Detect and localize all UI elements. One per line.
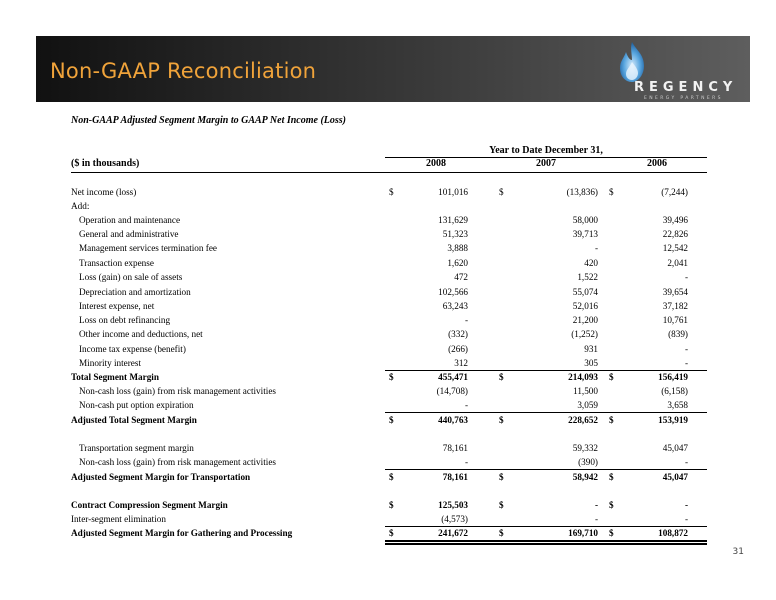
total-rule	[495, 412, 617, 413]
total-rule	[385, 469, 507, 470]
cell-value-2006: -	[684, 457, 688, 467]
cell-value-2007: 3,059	[577, 400, 598, 410]
column-header-2008: 2008	[426, 158, 446, 169]
cell-value-2006: 22,826	[662, 229, 688, 239]
cell-value-2006: 153,919	[658, 415, 688, 425]
cell-value-2006: 45,047	[662, 472, 688, 482]
cell-value-2006: 156,419	[658, 372, 688, 382]
cell-value-2006: 39,496	[662, 215, 688, 225]
cell-value-2008: 51,323	[442, 229, 468, 239]
cell-value-2007: -	[594, 243, 598, 253]
cell-value-2006: -	[684, 514, 688, 524]
cell-value-2008: 78,161	[442, 472, 468, 482]
total-rule	[606, 370, 707, 371]
cell-value-2007: 305	[584, 358, 598, 368]
total-rule	[606, 469, 707, 470]
cell-value-2008: (4,573)	[441, 514, 468, 524]
row-label: Transportation segment margin	[79, 443, 194, 453]
table-row	[0, 287, 776, 301]
cell-value-2008: 241,672	[438, 528, 468, 538]
row-label: Loss (gain) on sale of assets	[79, 272, 183, 282]
table-row	[0, 329, 776, 343]
cell-value-2007: (390)	[578, 457, 598, 467]
row-label: Non-cash loss (gain) from risk management activities	[79, 386, 276, 396]
row-label: Adjusted Total Segment Margin	[71, 415, 197, 425]
table-row	[0, 415, 776, 429]
cell-value-2007: 11,500	[573, 386, 598, 396]
logo-tagline: ENERGY PARTNERS	[644, 96, 723, 101]
table-row	[0, 472, 776, 486]
table-row	[0, 215, 776, 229]
dollar-sign: $	[389, 500, 394, 510]
row-label: Adjusted Segment Margin for Transportation	[71, 472, 251, 482]
cell-value-2008: 455,471	[438, 372, 468, 382]
cell-value-2007: 214,093	[568, 372, 598, 382]
cell-value-2007: (13,836)	[566, 187, 598, 197]
cell-value-2007: (1,252)	[571, 329, 598, 339]
double-rule	[385, 544, 507, 545]
cell-value-2008: 102,566	[438, 287, 468, 297]
company-logo	[608, 40, 738, 100]
double-rule	[385, 541, 507, 542]
cell-value-2006: 2,041	[667, 258, 688, 268]
table-row	[0, 500, 776, 514]
double-rule	[606, 541, 707, 542]
cell-value-2007: 420	[584, 258, 598, 268]
cell-value-2008: 440,763	[438, 415, 468, 425]
column-header-2006: 2006	[647, 158, 667, 169]
dollar-sign: $	[499, 472, 504, 482]
dollar-sign: $	[609, 528, 614, 538]
row-label: Loss on debt refinancing	[79, 315, 171, 325]
cell-value-2008: 101,016	[438, 187, 468, 197]
logo-wordmark: REGENCY	[634, 80, 738, 95]
row-label: Total Segment Margin	[71, 372, 159, 382]
cell-value-2008: 63,243	[442, 301, 468, 311]
cell-value-2008: 131,629	[438, 215, 468, 225]
dollar-sign: $	[609, 472, 614, 482]
cell-value-2007: 169,710	[568, 528, 598, 538]
cell-value-2006: -	[684, 500, 688, 510]
cell-value-2008: 1,620	[447, 258, 468, 268]
row-label: Add:	[71, 201, 90, 211]
double-rule	[495, 544, 617, 545]
cell-value-2007: -	[594, 500, 598, 510]
table-row	[0, 243, 776, 257]
cell-value-2007: 1,522	[577, 272, 598, 282]
cell-value-2007: 228,652	[568, 415, 598, 425]
total-rule	[495, 469, 617, 470]
cell-value-2007: -	[594, 514, 598, 524]
row-label: Transaction expense	[79, 258, 154, 268]
dollar-sign: $	[499, 528, 504, 538]
header-underline	[71, 172, 707, 173]
table-row	[0, 372, 776, 386]
cell-value-2006: -	[684, 358, 688, 368]
row-label: Income tax expense (benefit)	[79, 344, 186, 354]
row-label: General and administrative	[79, 229, 179, 239]
cell-value-2006: (6,158)	[661, 386, 688, 396]
double-rule	[495, 541, 617, 542]
column-header-2007: 2007	[536, 158, 556, 169]
cell-value-2006: 39,654	[662, 287, 688, 297]
cell-value-2006: 37,182	[662, 301, 688, 311]
cell-value-2006: 12,542	[662, 243, 688, 253]
cell-value-2007: 58,000	[572, 215, 598, 225]
cell-value-2006: -	[684, 344, 688, 354]
table-row	[0, 344, 776, 358]
row-label: Minority interest	[79, 358, 142, 368]
row-label: Depreciation and amortization	[79, 287, 191, 297]
units-label: ($ in thousands)	[71, 158, 140, 169]
title-banner	[36, 36, 750, 102]
dollar-sign: $	[609, 415, 614, 425]
dollar-sign: $	[609, 187, 614, 197]
cell-value-2008: 312	[454, 358, 468, 368]
dollar-sign: $	[389, 528, 394, 538]
cell-value-2007: 21,200	[572, 315, 598, 325]
table-row	[0, 272, 776, 286]
table-row	[0, 315, 776, 329]
dollar-sign: $	[389, 372, 394, 382]
cell-value-2008: 125,503	[438, 500, 468, 510]
row-label: Interest expense, net	[79, 301, 155, 311]
dollar-sign: $	[499, 500, 504, 510]
total-rule	[495, 526, 617, 527]
period-header: Year to Date December 31,	[489, 145, 603, 156]
cell-value-2008: (266)	[448, 344, 468, 354]
table-row	[0, 386, 776, 400]
row-label: Other income and deductions, net	[79, 329, 203, 339]
cell-value-2008: (332)	[448, 329, 468, 339]
row-label: Management services termination fee	[79, 243, 218, 253]
cell-value-2006: (7,244)	[661, 187, 688, 197]
row-label: Adjusted Segment Margin for Gathering and Processing	[71, 528, 293, 538]
cell-value-2006: (839)	[668, 329, 688, 339]
double-rule	[606, 544, 707, 545]
table-title: Non-GAAP Adjusted Segment Margin to GAAP Net Income (Loss)	[71, 115, 347, 126]
cell-value-2006: 108,872	[658, 528, 688, 538]
cell-value-2008: 3,888	[447, 243, 468, 253]
row-label: Non-cash loss (gain) from risk management activities	[79, 457, 276, 467]
dollar-sign: $	[499, 415, 504, 425]
total-rule	[385, 526, 507, 527]
table-row	[0, 443, 776, 457]
page-number: 31	[732, 547, 744, 557]
cell-value-2007: 58,942	[572, 472, 598, 482]
row-label: Contract Compression Segment Margin	[71, 500, 228, 510]
dollar-sign: $	[389, 415, 394, 425]
cell-value-2006: 45,047	[662, 443, 688, 453]
cell-value-2007: 59,332	[572, 443, 598, 453]
table-row	[0, 187, 776, 201]
cell-value-2008: 472	[454, 272, 468, 282]
cell-value-2008: -	[464, 400, 468, 410]
cell-value-2008: -	[464, 315, 468, 325]
table-row	[0, 201, 776, 215]
cell-value-2007: 55,074	[572, 287, 598, 297]
cell-value-2006: 3,658	[667, 400, 688, 410]
dollar-sign: $	[389, 472, 394, 482]
dollar-sign: $	[609, 372, 614, 382]
total-rule	[606, 526, 707, 527]
dollar-sign: $	[389, 187, 394, 197]
cell-value-2007: 52,016	[572, 301, 598, 311]
dollar-sign: $	[499, 187, 504, 197]
cell-value-2008: -	[464, 457, 468, 467]
table-row	[0, 258, 776, 272]
cell-value-2006: -	[684, 272, 688, 282]
dollar-sign: $	[499, 372, 504, 382]
row-label: Operation and maintenance	[79, 215, 181, 225]
row-label: Net income (loss)	[71, 187, 137, 197]
total-rule	[495, 370, 617, 371]
row-label: Non-cash put option expiration	[79, 400, 194, 410]
total-rule	[606, 412, 707, 413]
cell-value-2007: 39,713	[572, 229, 598, 239]
total-rule	[385, 412, 507, 413]
row-label: Inter-segment elimination	[71, 514, 166, 524]
total-rule	[385, 370, 507, 371]
cell-value-2007: 931	[584, 344, 598, 354]
page-title: Non-GAAP Reconciliation	[50, 59, 317, 83]
cell-value-2008: (14,708)	[436, 386, 468, 396]
dollar-sign: $	[609, 500, 614, 510]
cell-value-2008: 78,161	[442, 443, 468, 453]
table-row	[0, 301, 776, 315]
flame-icon	[612, 40, 652, 84]
table-row	[0, 229, 776, 243]
cell-value-2006: 10,761	[662, 315, 688, 325]
